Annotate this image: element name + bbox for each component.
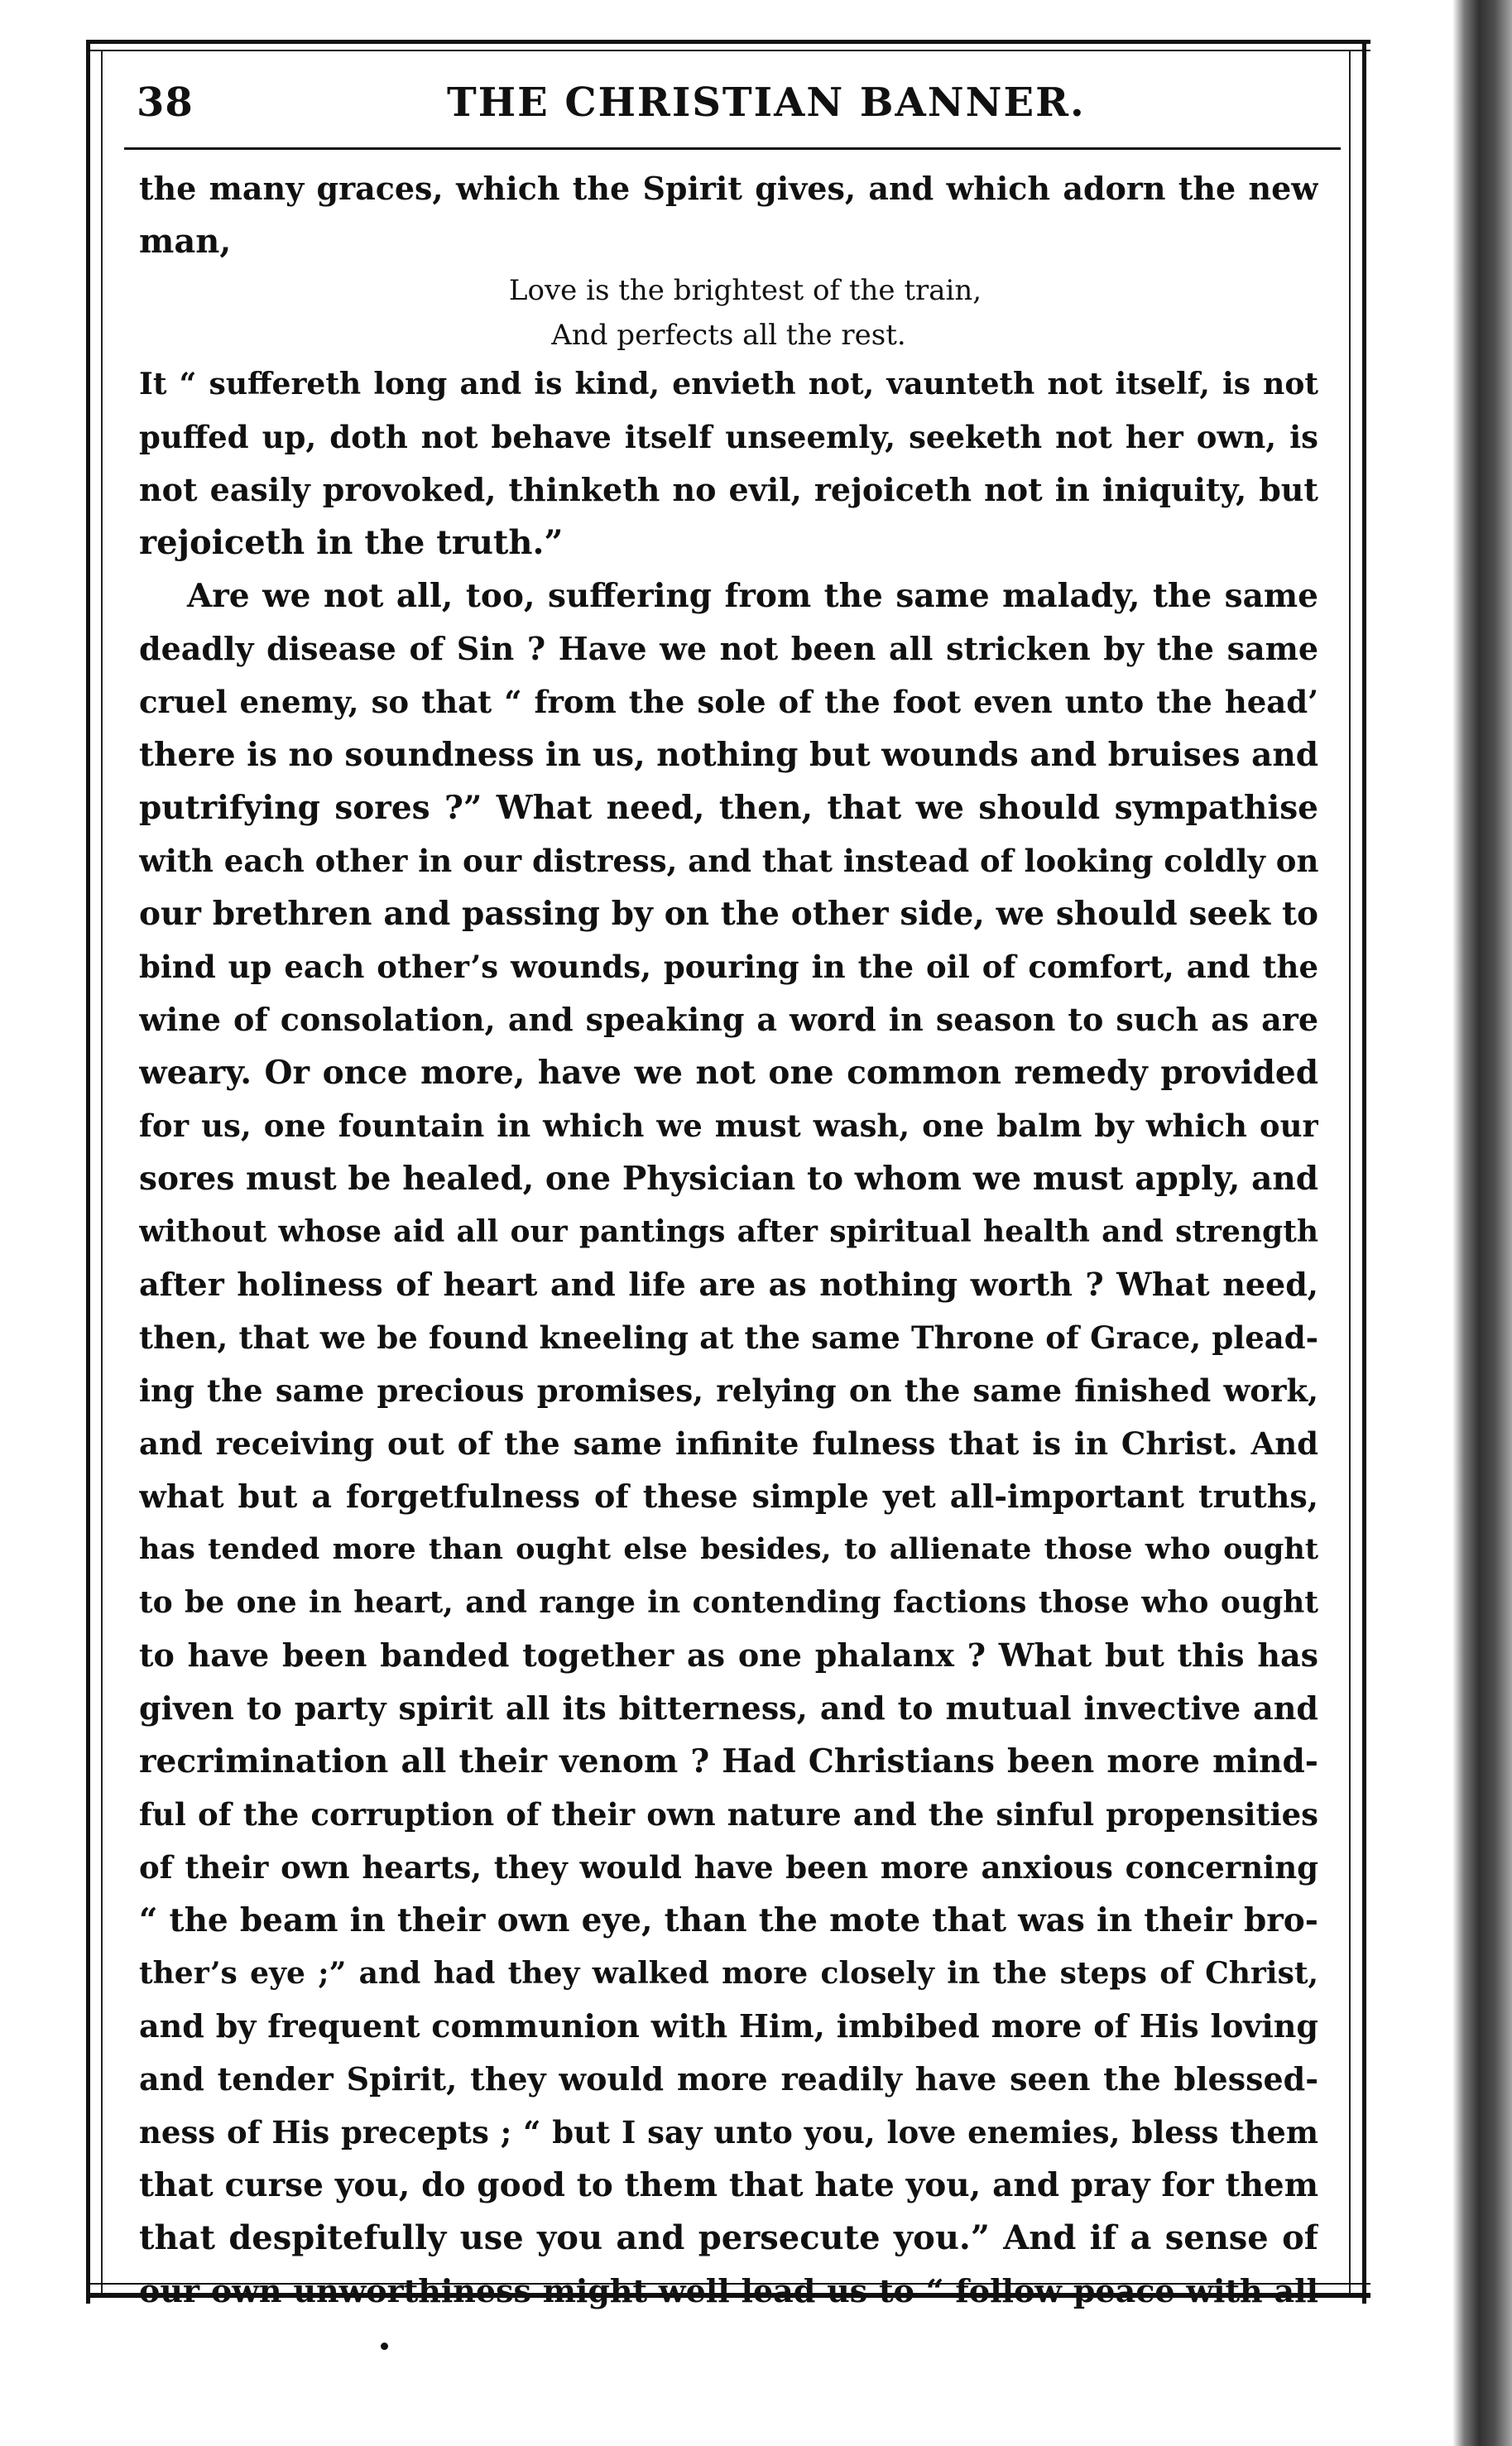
text-line: what but a forgetfulness of these simple yet all-important truths, xyxy=(139,1478,1318,1515)
header-rule xyxy=(124,147,1341,150)
running-title: THE CHRISTIAN BANNER. xyxy=(447,79,1086,126)
text-line: weary. Or once more, have we not one common remedy provided xyxy=(139,1054,1318,1092)
text-line: the many graces, which the Spirit gives, and which adorn the new xyxy=(139,170,1318,207)
frame-right-rule xyxy=(1362,40,1366,2304)
frame-left-inner-rule xyxy=(101,50,103,2293)
text-line: ther’s eye ;” and had they walked more closely in the steps of Christ, xyxy=(139,1956,1318,1991)
text-line: our own unworthiness might well lead us to “ follow peace with all xyxy=(139,2272,1318,2309)
text-line: deadly disease of Sin ? Have we not been all stricken by the same xyxy=(139,630,1318,667)
text-line: Are we not all, too, suffering from the same malady, the same xyxy=(187,577,1318,615)
ink-speck xyxy=(381,2343,388,2350)
text-line: without whose aid all our pantings after spiritual health and strength xyxy=(139,1214,1318,1249)
text-line: has tended more than ought else besides, to allienate those who ought xyxy=(139,1532,1318,1566)
text-line: not easily provoked, thinketh no evil, rejoiceth not in iniquity, but xyxy=(139,471,1318,508)
text-line: ing the same precious promises, relying on the same finished work, xyxy=(139,1372,1318,1409)
text-line: ness of His precepts ; “ but I say unto you, love enemies, bless them xyxy=(139,2114,1318,2150)
text-line: then, that we be found kneeling at the same Throne of Grace, plead- xyxy=(139,1319,1318,1356)
text-line: rejoiceth in the truth.” xyxy=(139,523,564,562)
text-line: putrifying sores ?” What need, then, that we should sympathise xyxy=(139,789,1318,827)
text-line: there is no soundness in us, nothing but wounds and bruises and xyxy=(139,736,1318,774)
text-line: man, xyxy=(139,222,232,261)
text-line: that curse you, do good to them that hate you, and pray for them xyxy=(139,2166,1318,2204)
text-line: sores must be healed, one Physician to whom we must apply, and xyxy=(139,1160,1318,1198)
text-line: and by frequent communion with Him, imbibed more of His loving xyxy=(139,2007,1318,2045)
page-text xyxy=(139,162,1318,2318)
frame-right-inner-rule xyxy=(1349,50,1351,2293)
text-line: to be one in heart, and range in contending factions those who ought xyxy=(139,1585,1318,1620)
text-line: and receiving out of the same infinite fulness that is in Christ. And xyxy=(139,1425,1318,1462)
text-line: It “ suffereth long and is kind, envieth not, vaunteth not itself, is not xyxy=(139,367,1318,401)
page-number: 38 xyxy=(137,79,194,126)
text-line: of their own hearts, they would have been more anxious concerning xyxy=(139,1849,1318,1886)
verse-line: Love is the brightest of the train, xyxy=(508,274,982,307)
verse-line: And perfects all the rest. xyxy=(551,319,906,352)
text-line: given to party spirit all its bitterness, and to mutual invective and xyxy=(139,1689,1318,1727)
text-line: puffed up, doth not behave itself unseemly, seeketh not her own, is xyxy=(139,419,1318,455)
text-line: wine of consolation, and speaking a word in season to such as are xyxy=(139,1001,1318,1038)
frame-left-rule xyxy=(86,40,90,2304)
text-line: after holiness of heart and life are as nothing worth ? What need, xyxy=(139,1266,1318,1303)
text-line: “ the beam in their own eye, than the mote that was in their bro- xyxy=(139,1901,1318,1939)
text-line: that despitefully use you and persecute you.” And if a sense of xyxy=(139,2218,1318,2257)
text-line: and tender Spirit, they would more readily have seen the blessed- xyxy=(139,2060,1318,2098)
frame-top-inner-rule xyxy=(89,50,1370,51)
text-line: to have been banded together as one phalanx ? What but this has xyxy=(139,1636,1318,1674)
text-line: recrimination all their venom ? Had Christians been more mind- xyxy=(139,1742,1318,1780)
text-line: cruel enemy, so that “ from the sole of the foot even unto the head’ xyxy=(139,684,1318,720)
text-line: bind up each other’s wounds, pouring in the oil of comfort, and the xyxy=(139,949,1318,985)
text-line: for us, one fountain in which we must wash, one balm by which our xyxy=(139,1108,1318,1144)
text-line: our brethren and passing by on the other side, we should seek to xyxy=(139,895,1318,933)
page-binding-edge xyxy=(1452,0,1512,2446)
text-line: ful of the corruption of their own nature and the sinful propensities xyxy=(139,1796,1318,1833)
text-line: with each other in our distress, and that instead of looking coldly on xyxy=(139,843,1318,879)
frame-top-rule xyxy=(89,40,1370,44)
